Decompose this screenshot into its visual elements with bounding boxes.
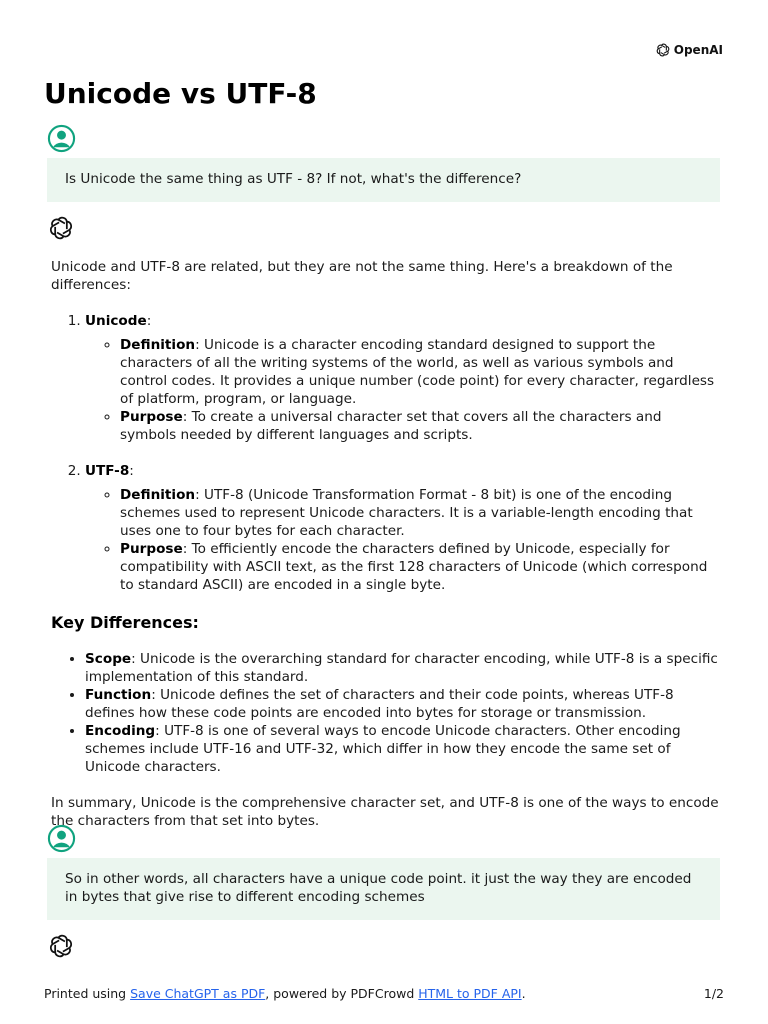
- point-label: Function: [85, 687, 152, 703]
- item-colon: :: [129, 463, 134, 479]
- page-footer: [44, 985, 724, 1003]
- answer-summary: In summary, Unicode is the comprehensive character set, and UTF-8 is one of the ways to encode the characters from that set into bytes.: [51, 795, 719, 829]
- user-message-2: [47, 858, 720, 920]
- user-message-text: So in other words, all characters have a unique code point. it just the way they are encoded in bytes that give rise to different encoding schemes: [65, 871, 692, 905]
- page-number: 1/2: [703, 986, 724, 1001]
- point-label: Purpose: [120, 409, 183, 425]
- item-colon: :: [146, 313, 152, 329]
- point-text: : Unicode is a character encoding standard designed to support the characters of all the writing systems of the world, as well as various symbols and control codes. It provides a unique number (code point) for every character, regardless of platform, program, or language.: [120, 337, 715, 407]
- list-item: [85, 650, 721, 686]
- point-label: Definition: [120, 487, 196, 503]
- openai-logo-icon: [655, 42, 671, 58]
- list-item: [85, 722, 721, 776]
- footer-prefix: Printed using: [44, 986, 131, 1001]
- point-text: : Unicode defines the set of characters and their code points, whereas UTF-8 defines how these code points are encoded into bytes for storage or transmission.: [85, 687, 674, 721]
- point-label: Definition: [120, 337, 196, 353]
- point-text: : Unicode is the overarching standard for character encoding, while UTF-8 is a specific implementation of this standard.: [85, 651, 718, 685]
- point-text: : To efficiently encode the characters defined by Unicode, especially for compatibility with ASCII text, as the first 128 characters of Unicode (which correspond to standard ASCII) are encoded in a single byte.: [120, 541, 708, 593]
- user-avatar-icon: [47, 124, 76, 153]
- item-title: Unicode: [85, 313, 147, 329]
- point-label: Scope: [85, 651, 132, 667]
- sub-list-item: [120, 486, 721, 540]
- point-text: : To create a universal character set that covers all the characters and symbols needed by different languages and scripts.: [120, 409, 662, 443]
- sub-list-item: [120, 408, 721, 444]
- user-avatar-icon: [47, 824, 76, 853]
- footer-suffix: .: [521, 986, 526, 1001]
- footer-credit: [44, 985, 526, 1003]
- definition-list: [51, 312, 721, 594]
- brand-text: OpenAI: [673, 43, 723, 57]
- openai-logo-icon: [47, 932, 75, 960]
- sub-list: [85, 486, 721, 594]
- answer-intro: Unicode and UTF-8 are related, but they are not the same thing. Here's a breakdown of the differences:: [51, 259, 673, 293]
- footer-middle: , powered by PDFCrowd: [265, 986, 419, 1001]
- html-to-pdf-api-link[interactable]: HTML to PDF API: [418, 986, 522, 1001]
- item-title: UTF-8: [85, 463, 130, 479]
- user-message-1: [47, 158, 720, 202]
- point-label: Encoding: [85, 723, 156, 739]
- openai-brand: [655, 41, 723, 59]
- sub-list: [85, 336, 721, 444]
- page-title: Unicode vs UTF-8: [44, 77, 317, 110]
- sub-list-item: [120, 336, 721, 408]
- key-differences-heading: Key Differences:: [51, 613, 199, 632]
- list-item: [85, 312, 721, 444]
- openai-logo-icon: [47, 214, 75, 242]
- user-message-text: Is Unicode the same thing as UTF - 8? If not, what's the difference?: [65, 171, 522, 187]
- key-differences-list: [51, 650, 721, 776]
- point-label: Purpose: [120, 541, 183, 557]
- sub-list-item: [120, 540, 721, 594]
- point-text: : UTF-8 is one of several ways to encode Unicode characters. Other encoding schemes include UTF-16 and UTF-32, which differ in how they encode the same set of Unicode characters.: [85, 723, 681, 775]
- save-chatgpt-pdf-link[interactable]: Save ChatGPT as PDF: [130, 986, 266, 1001]
- assistant-message-1: [51, 258, 721, 848]
- point-text: : UTF-8 (Unicode Transformation Format - 8 bit) is one of the encoding schemes used to represent Unicode characters. It is a variable-length encoding that uses one to four bytes for each character.: [120, 487, 693, 539]
- list-item: [85, 462, 721, 594]
- list-item: [85, 686, 721, 722]
